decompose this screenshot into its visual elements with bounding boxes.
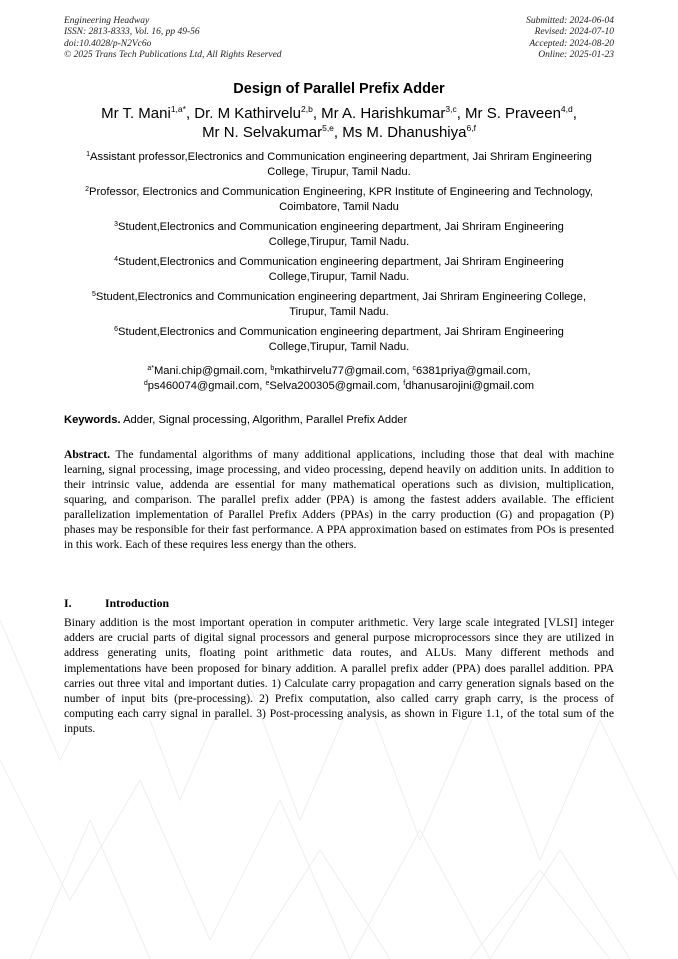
date-online: Online: 2025-01-23 xyxy=(538,50,614,61)
email: $^c$6381priya@gmail.com, xyxy=(412,365,531,377)
affiliation: $^3$Student,Electronics and Communication engineering department, Jai Shriram Engineering College,Tirupur, Tamil Nadu. xyxy=(114,221,564,248)
journal-info xyxy=(64,16,282,62)
affiliation-list xyxy=(80,150,598,360)
keywords-text: Adder, Signal processing, Algorithm, Parallel Prefix Adder xyxy=(120,414,408,426)
affiliation: $^5$Student,Electronics and Communication engineering department, Jai Shriram Engineering College, Tirupur, Tamil Nadu. xyxy=(92,291,586,318)
author: Mr N. Selvakumar$^{5,e}$, xyxy=(202,123,343,141)
keywords xyxy=(64,414,614,426)
journal-doi: doi:10.4028/p-N2Vc6o xyxy=(64,38,152,49)
abstract-label: Abstract. xyxy=(64,448,111,461)
author: Dr. M Kathirvelu$^{2,b}$, xyxy=(194,104,322,122)
author: Ms M. Dhanushiya$^{6,f}$ xyxy=(342,123,476,141)
section-number: I. xyxy=(64,596,72,610)
author: Mr T. Mani$^{1,a*}$, xyxy=(101,104,195,122)
email: $^{a*}$Mani.chip@gmail.com, xyxy=(147,365,271,377)
section-heading xyxy=(64,596,169,611)
section-title: Introduction xyxy=(105,596,170,610)
email-list xyxy=(80,364,598,394)
abstract xyxy=(64,447,614,552)
section-body: Binary addition is the most important operation in computer arithmetic. Very large scale integrated [VLSI] integer adders are crucial parts of digital signal processors and general purpose microprocessors since they are utilized in address generating units, floating point arithmetic data routes, and ALUs. Many different methods and implementations have been proposed for binary addition. A parallel prefix adder (PPA) does parallel addition. PPA carries out three vital and important duties. 1) Calculate carry propagation and carry generation signals based on the number of input bits (pre-processing). 2) Prefix computation, also called carry graph carry, is the process of computing each carry signal in parallel. 3) Post-processing analysis, as shown in Figure 1.1, of the total sum of the inputs. xyxy=(64,616,614,736)
author-list xyxy=(60,104,618,142)
author: Mr S. Praveen$^{4,d}$, xyxy=(465,104,577,122)
email: $^b$mkathirvelu77@gmail.com, xyxy=(270,365,413,377)
affiliation: $^6$Student,Electronics and Communication engineering department, Jai Shriram Engineering College,Tirupur, Tamil Nadu. xyxy=(114,326,564,353)
author: Mr A. Harishkumar$^{3,c}$, xyxy=(321,104,466,122)
affiliation: $^4$Student,Electronics and Communication engineering department, Jai Shriram Engineering College,Tirupur, Tamil Nadu. xyxy=(114,256,564,283)
email: $^f$dhanusarojini@gmail.com xyxy=(403,380,535,392)
date-submitted: Submitted: 2024-06-04 xyxy=(526,16,614,26)
affiliation: $^1$Assistant professor,Electronics and Communication engineering department, Jai Shriram Engineering College, Tirupur, Tamil Nadu. xyxy=(86,151,592,178)
keywords-label: Keywords. xyxy=(64,414,121,426)
journal-issn: ISSN: 2813-8333, Vol. 16, pp 49-56 xyxy=(64,27,200,38)
date-accepted: Accepted: 2024-08-20 xyxy=(529,38,614,49)
date-revised: Revised: 2024-07-10 xyxy=(534,27,614,38)
publication-dates xyxy=(526,16,614,62)
email: $^e$Selva200305@gmail.com, xyxy=(265,380,404,392)
email: $^d$ps460074@gmail.com, xyxy=(143,380,266,392)
paper-title: Design of Parallel Prefix Adder xyxy=(233,81,445,97)
journal-name: Engineering Headway xyxy=(64,16,150,26)
abstract-text: The fundamental algorithms of many additional applications, including those that deal with machine learning, signal processing, image processing, and video processing, depend heavily on addition units. In addition to their intrinsic value, addenda are essential for many mathematical operations such as division, multiplication, squaring, and comparison. The parallel prefix adder (PPA) is among the fastest adders available. The efficient parallelization implementation of Parallel Prefix Adders (PPAs) in the carry production (G) and propagation (P) phases may be responsible for their fast performance. A PPA approximation based on estimates from POs is presented in this work. Each of these requires less energy than the others. xyxy=(64,448,614,551)
affiliation: $^2$Professor, Electronics and Communication Engineering, KPR Institute of Engineering and Technology, Coimbatore, Tamil Nadu xyxy=(85,186,593,213)
journal-copyright: © 2025 Trans Tech Publications Ltd, All Rights Reserved xyxy=(64,50,282,61)
